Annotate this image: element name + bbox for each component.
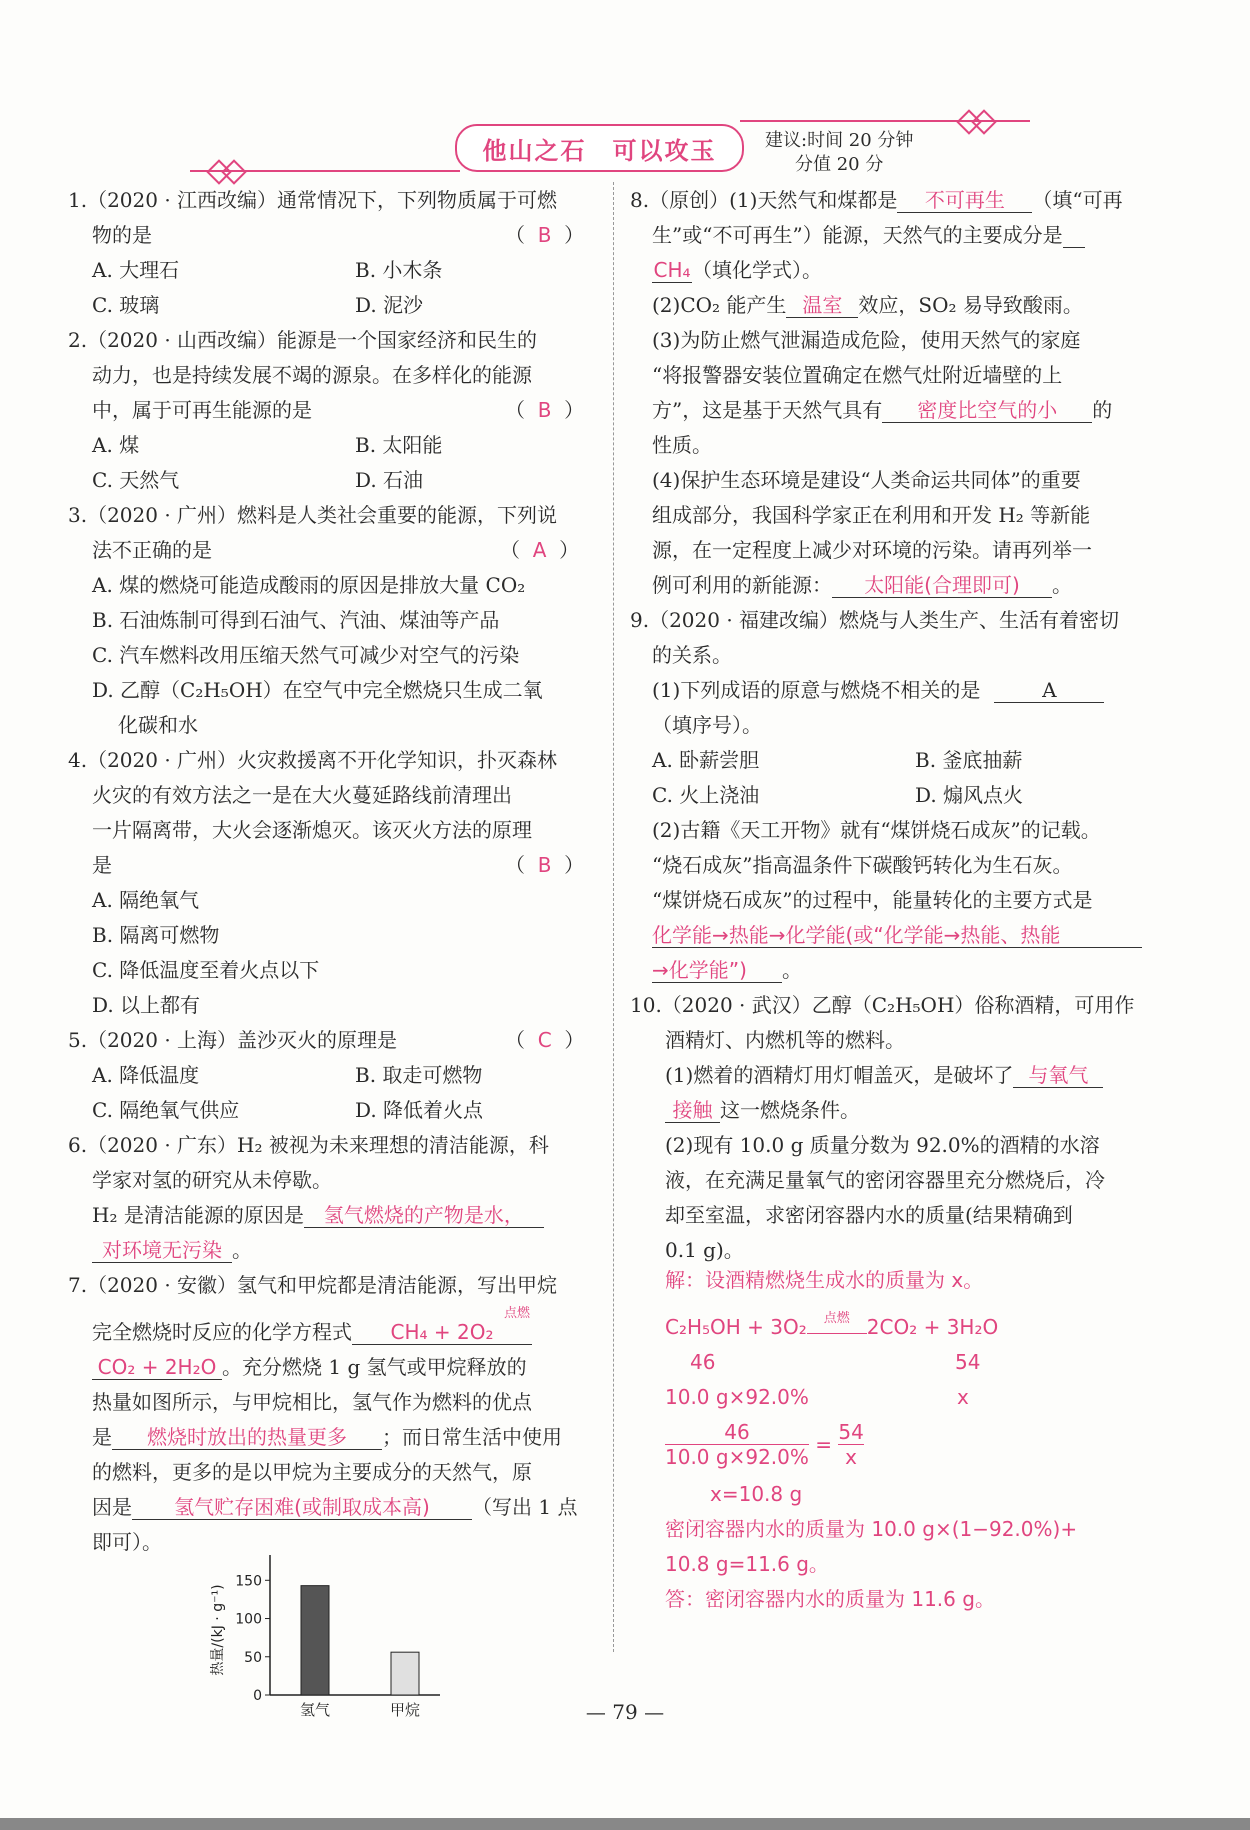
q9-line-6: “烧石成灰”指高温条件下碳酸钙转化为生石灰。: [652, 853, 1073, 877]
q7-equation-right: CO₂ + 2H₂O: [92, 1355, 222, 1380]
q8-l2: 生”或“不可再生”）能源，天然气的主要成分是: [652, 223, 1063, 247]
q1-stem-1: 1.（2020 · 江西改编）通常情况下，下列物质属于可燃: [68, 188, 558, 212]
q8-line-2: [652, 223, 1085, 248]
knot-ornament-icon: [221, 159, 246, 184]
q5-answer-paren: （ C ）: [505, 1028, 585, 1052]
q5-option-a: A. 降低温度: [92, 1063, 200, 1087]
q8-l7a: 方”，这是基于天然气具有: [652, 398, 883, 422]
q10-solution-mr-1: 46: [690, 1350, 716, 1374]
q8-answer-5: 太阳能(合理即可): [832, 573, 1052, 598]
q2-option-a: A. 煤: [92, 433, 140, 457]
y-tick-label: 100: [235, 1611, 262, 1628]
q8-answer-2: CH₄: [653, 258, 691, 282]
q6-answer-1: 氢气燃烧的产物是水，: [304, 1203, 544, 1228]
q8-l4b: 效应，SO₂ 易导致酸雨。: [858, 293, 1083, 317]
q5-option-d: D. 降低着火点: [355, 1098, 484, 1122]
q7-eq-reactants: CH₄ + 2O₂: [390, 1320, 494, 1344]
q5-option-c: C. 隔绝氧气供应: [92, 1098, 240, 1122]
q10-solution-equation: [665, 1311, 999, 1339]
q8-l12a: 例可利用的新能源：: [652, 573, 832, 597]
q7-eq-condition: 点燃: [503, 1306, 530, 1321]
q9-line-9: [652, 958, 802, 983]
q3-answer: A: [532, 538, 547, 562]
score-advice: 分值 20 分: [795, 154, 884, 175]
q6-stem-3-text: H₂ 是清洁能源的原因是: [92, 1203, 304, 1227]
q8-answer-3: 温室: [786, 293, 858, 318]
q4-stem-1: 4.（2020 · 广州）火灾救援离不开化学知识，扑灭森林: [68, 748, 558, 772]
q7-stem-8: 即可）。: [92, 1530, 162, 1554]
q10-eq-cond-text: 点燃: [823, 1311, 850, 1326]
q10-line-1: 10.（2020 · 武汉）乙醇（C₂H₅OH）俗称酒精，可用作: [630, 993, 1135, 1017]
q7-equation-left: [352, 1306, 532, 1345]
q6-stem-3: [92, 1203, 544, 1228]
q8-line-3: [652, 258, 822, 283]
bottom-edge: [0, 1818, 1250, 1830]
q10-proportion: [665, 1420, 864, 1476]
q9-line-2: 的关系。: [652, 643, 732, 667]
q3-option-c: C. 汽车燃料改用压缩天然气可减少对空气的污染: [92, 643, 520, 667]
q7-stem-7-text: 因是: [92, 1495, 132, 1519]
heat-bar-chart: [200, 1545, 460, 1725]
q8-line-10: 组成部分，我国科学家正在利用和开发 H₂ 等新能: [652, 503, 1091, 527]
q4-option-d: D. 以上都有: [92, 993, 201, 1017]
q7-stem-1: 7.（2020 · 安徽）氢气和甲烷都是清洁能源，写出甲烷: [68, 1273, 558, 1297]
q9-answer-2a: 化学能→热能→化学能(或“化学能→热能、热能: [652, 923, 1142, 948]
q2-stem-1: 2.（2020 · 山西改编）能源是一个国家经济和民生的: [68, 328, 538, 352]
q9-option-d: D. 煽风点火: [915, 783, 1024, 807]
q9-line-5: (2)古籍《天工开物》就有“煤饼烧石成灰”的记载。: [652, 818, 1101, 842]
q10-solution-1: 解：设酒精燃烧生成水的质量为 x。: [665, 1268, 984, 1292]
q8-l7b: 的: [1092, 398, 1113, 422]
q1-option-b: B. 小木条: [355, 258, 443, 282]
q10-eq-arrow-line: [807, 1333, 867, 1334]
q8-line-12: [652, 573, 1072, 598]
q10-frac1-den: 10.0 g×92.0%: [665, 1445, 809, 1469]
q8-line-1: [630, 188, 1123, 213]
q8-line-7: [652, 398, 1112, 423]
q8-line-4: [652, 293, 1083, 318]
q8-answer-2-blank: [1063, 223, 1085, 248]
q3-stem-2: 法不正确的是: [92, 538, 212, 562]
section-banner: [455, 124, 744, 172]
q7-stem-6: 的燃料，更多的是以甲烷为主要成分的天然气，原: [92, 1460, 532, 1484]
q8-l12b: 。: [1052, 573, 1072, 597]
x-tick-label: 氢气: [299, 1701, 331, 1719]
q9-option-c: C. 火上浇油: [652, 783, 760, 807]
q7-stem-2-text: 完全燃烧时反应的化学方程式: [92, 1320, 352, 1344]
q10-fraction-1: [665, 1420, 809, 1469]
q10-answer-1b: 接触: [665, 1098, 720, 1123]
y-tick-label: 50: [244, 1649, 262, 1666]
q4-stem-2: 火灾的有效方法之一是在大火蔓延路线前清理出: [92, 783, 512, 807]
q8-answer-4: 密度比空气的小: [882, 398, 1092, 423]
q1-answer: B: [537, 223, 552, 247]
q1-option-d: D. 泥沙: [355, 293, 424, 317]
q6-answer-2: 对环境无污染: [92, 1238, 232, 1263]
q9-option-b: B. 釜底抽薪: [915, 748, 1023, 772]
y-tick-label: 0: [253, 1688, 262, 1704]
q1-option-c: C. 玻璃: [92, 293, 160, 317]
q10-line-8: 0.1 g)。: [665, 1238, 744, 1262]
q8-l1b: （填“可再: [1032, 188, 1123, 212]
q9-l3a: (1)下列成语的原意与燃烧不相关的是: [652, 678, 981, 702]
q10-solution-8: 10.8 g=11.6 g。: [665, 1552, 829, 1576]
bar-甲烷: [391, 1652, 419, 1695]
q9-option-a: A. 卧薪尝胆: [652, 748, 760, 772]
q2-option-b: B. 太阳能: [355, 433, 443, 457]
q10-frac1-num: 46: [724, 1420, 750, 1444]
q10-line-2: 酒精灯、内燃机等的燃料。: [665, 1028, 905, 1052]
q7-stem-7: [92, 1495, 577, 1520]
q10-solution-x: x=10.8 g: [710, 1482, 803, 1506]
q10-l3a: (1)燃着的酒精灯用灯帽盖灭，是破坏了: [665, 1063, 1014, 1087]
q9-line-7: “煤饼烧石成灰”的过程中，能量转化的主要方式是: [652, 888, 1093, 912]
q9-answer-2b: →化学能”): [652, 958, 782, 983]
q3-stem-1: 3.（2020 · 广州）燃料是人类社会重要的能源，下列说: [68, 503, 558, 527]
q5-answer: C: [537, 1028, 552, 1052]
q10-line-4: [665, 1098, 860, 1123]
q2-stem-3: 中，属于可再生能源的是: [92, 398, 312, 422]
q10-line-6: 液，在充满足量氧气的密闭容器里充分燃烧后，冷: [665, 1168, 1105, 1192]
q10-line-7: 却至室温，求密闭容器内水的质量(结果精确到: [665, 1203, 1073, 1227]
q3-option-b: B. 石油炼制可得到石油气、汽油、煤油等产品: [92, 608, 500, 632]
q4-option-c: C. 降低温度至着火点以下: [92, 958, 320, 982]
q9-line-3: [652, 678, 1104, 703]
banner-title: 他山之石 可以攻玉: [482, 135, 717, 165]
q6-stem-4: [92, 1238, 252, 1263]
q3-option-d-2: 化碳和水: [118, 713, 198, 737]
q10-l4b: 这一燃烧条件。: [720, 1098, 860, 1122]
q2-answer-paren: （ B ）: [505, 398, 585, 422]
q8-line-6: “将报警器安装位置确定在燃气灶附近墙壁的上: [652, 363, 1063, 387]
q4-option-a: A. 隔绝氧气: [92, 888, 200, 912]
q7-stem-2: [92, 1306, 532, 1345]
q1-option-a: A. 大理石: [92, 258, 180, 282]
column-divider: [613, 182, 614, 1652]
page-number: — 79 —: [585, 1700, 665, 1724]
q6-stem-2: 学家对氢的研究从未停歇。: [92, 1168, 332, 1192]
q10-line-3: [665, 1063, 1103, 1088]
q5-option-b: B. 取走可燃物: [355, 1063, 483, 1087]
q6-stem-1: 6.（2020 · 广东）H₂ 被视为未来理想的清洁能源，科: [68, 1133, 549, 1157]
q2-stem-2: 动力，也是持续发展不竭的源泉。在多样化的能源: [92, 363, 532, 387]
q7-stem-5: [92, 1425, 562, 1450]
q3-option-d-1: D. 乙醇（C₂H₅OH）在空气中完全燃烧只生成二氧: [92, 678, 543, 702]
q10-answer-1a: 与氧气: [1013, 1063, 1103, 1088]
y-tick-label: 150: [235, 1573, 262, 1590]
q10-line-5: (2)现有 10.0 g 质量分数为 92.0%的酒精的水溶: [665, 1133, 1100, 1157]
q6-end: 。: [232, 1238, 252, 1262]
q8-line-9: (4)保护生态环境是建设“人类命运共同体”的重要: [652, 468, 1081, 492]
q10-eq-left: C₂H₅OH + 3O₂: [665, 1315, 807, 1339]
q10-equals: =: [815, 1432, 833, 1457]
q10-solution-answer: 答：密闭容器内水的质量为 11.6 g。: [665, 1587, 995, 1611]
q7-stem-7b: （写出 1 点: [472, 1495, 578, 1519]
q8-l3b: （填化学式）。: [692, 258, 822, 282]
q10-eq-cond: [807, 1311, 867, 1334]
q10-eq-right: 2CO₂ + 3H₂O: [866, 1315, 999, 1339]
q2-answer: B: [537, 398, 552, 422]
q10-frac2-num: 54: [838, 1420, 864, 1444]
q2-option-c: C. 天然气: [92, 468, 180, 492]
x-tick-label: 甲烷: [389, 1701, 421, 1719]
q3-option-a: A. 煤的燃烧可能造成酸雨的原因是排放大量 CO₂: [92, 573, 526, 597]
q9-line-8: [652, 923, 1142, 948]
q10-frac2-den: x: [838, 1444, 863, 1469]
q7-stem-4: 热量如图所示，与甲烷相比，氢气作为燃料的优点: [92, 1390, 532, 1414]
q10-solution-7: 密闭容器内水的质量为 10.0 g×(1−92.0%)+: [665, 1517, 1078, 1541]
q4-stem-3: 一片隔离带，大火会逐渐熄灭。该灭火方法的原理: [92, 818, 532, 842]
q4-answer: B: [537, 853, 552, 877]
knot-ornament-icon: [971, 109, 996, 134]
q9-line-1: 9.（2020 · 福建改编）燃烧与人类生产、生活有着密切: [630, 608, 1120, 632]
q8-answer-1: 不可再生: [897, 188, 1032, 213]
q8-l4a: (2)CO₂ 能产生: [652, 293, 787, 317]
q7-answer-reason: 氢气贮存困难(或制取成本高): [132, 1495, 472, 1520]
bar-氢气: [301, 1586, 329, 1695]
q4-answer-paren: （ B ）: [505, 853, 585, 877]
q3-answer-paren: （ A ）: [500, 538, 580, 562]
q9-answer-1: A: [994, 678, 1104, 703]
q9-end: 。: [782, 958, 802, 982]
q8-l1a: 8.（原创）(1)天然气和煤都是: [630, 188, 898, 212]
q10-solution-mass-2: x: [957, 1385, 969, 1409]
q7-stem-5b: ；而日常生活中使用: [382, 1425, 562, 1449]
q8-line-8: 性质。: [652, 433, 712, 457]
q10-solution-mr-2: 54: [955, 1350, 981, 1374]
q8-line-5: (3)为防止燃气泄漏造成危险，使用天然气的家庭: [652, 328, 1081, 352]
q7-stem-5-text: 是: [92, 1425, 112, 1449]
q4-option-b: B. 隔离可燃物: [92, 923, 220, 947]
q1-stem-2: 物的是: [92, 223, 152, 247]
q10-solution-mass-1: 10.0 g×92.0%: [665, 1385, 809, 1409]
q7-answer-advantage: 燃烧时放出的热量更多: [112, 1425, 382, 1450]
q9-line-4: （填序号）。: [652, 713, 762, 737]
q4-stem-4: 是: [92, 853, 112, 877]
time-advice: 建议:时间 20 分钟: [765, 130, 914, 151]
q8-line-11: 源，在一定程度上减少对环境的污染。请再列举一: [652, 538, 1092, 562]
q5-stem-1: 5.（2020 · 上海）盖沙灭火的原理是: [68, 1028, 398, 1052]
y-axis-label: 热量/(kJ · g⁻¹): [210, 1584, 226, 1676]
q1-answer-paren: （ B ）: [505, 223, 585, 247]
q7-stem-3-text: 。充分燃烧 1 g 氢气或甲烷释放的: [222, 1355, 527, 1379]
q7-stem-3: [92, 1355, 527, 1380]
q2-option-d: D. 石油: [355, 468, 424, 492]
q10-fraction-2: [838, 1420, 863, 1469]
